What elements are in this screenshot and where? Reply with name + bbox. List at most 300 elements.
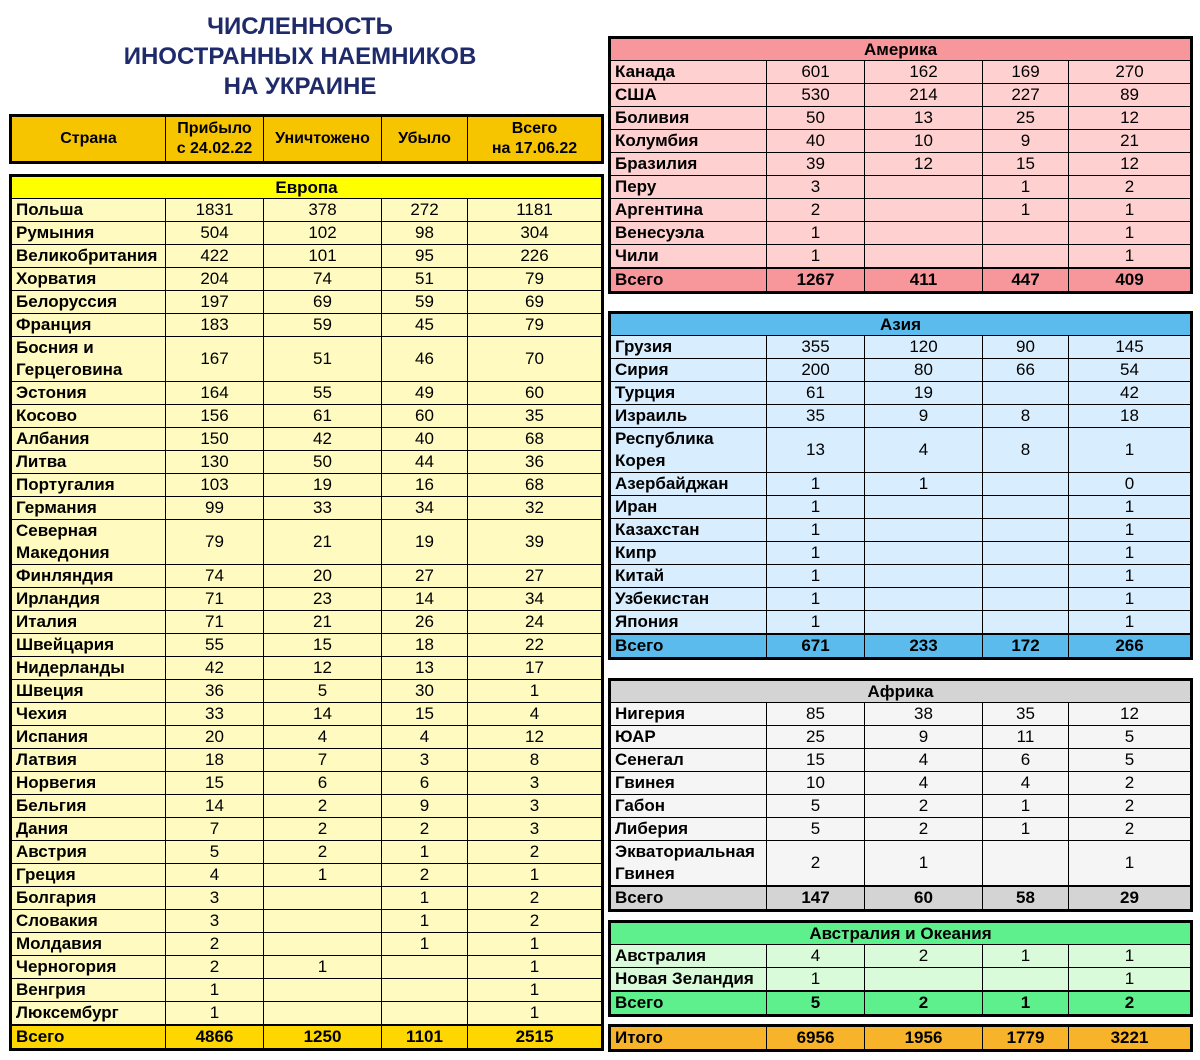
total-label: Всего <box>610 634 767 659</box>
cell-arrived: 200 <box>767 359 865 382</box>
country-name: Испания <box>11 726 166 749</box>
cell-destroyed <box>865 245 983 269</box>
cell-left: 1 <box>983 199 1069 222</box>
cell-destroyed: 214 <box>865 84 983 107</box>
cell-left: 8 <box>983 405 1069 428</box>
cell-destroyed: 6 <box>264 772 382 795</box>
total-left: 447 <box>983 268 1069 293</box>
cell-destroyed: 80 <box>865 359 983 382</box>
cell-left: 1 <box>983 945 1069 968</box>
cell-arrived: 530 <box>767 84 865 107</box>
cell-total: 1 <box>1069 199 1192 222</box>
column-header-table <box>9 114 604 164</box>
cell-destroyed <box>865 519 983 542</box>
country-name: Греция <box>11 864 166 887</box>
total-total: 2 <box>1069 991 1192 1016</box>
cell-total: 8 <box>468 749 603 772</box>
cell-arrived: 601 <box>767 61 865 84</box>
country-name: Чехия <box>11 703 166 726</box>
oceania-table <box>608 920 1193 1017</box>
cell-destroyed: 2 <box>865 945 983 968</box>
oceania-section-name: Австралия и Океания <box>610 922 1192 945</box>
cell-total: 2 <box>468 841 603 864</box>
table-row <box>610 841 1192 887</box>
table-row <box>11 405 603 428</box>
cell-left: 6 <box>382 772 468 795</box>
table-row <box>610 611 1192 635</box>
asia-header-row <box>610 313 1192 336</box>
table-row <box>11 634 603 657</box>
country-name: Австралия <box>610 945 767 968</box>
cell-arrived: 2 <box>166 933 264 956</box>
cell-arrived: 4 <box>767 945 865 968</box>
table-row <box>11 451 603 474</box>
country-name: Канада <box>610 61 767 84</box>
table-row <box>610 588 1192 611</box>
total-left: 172 <box>983 634 1069 659</box>
cell-total: 2 <box>1069 772 1192 795</box>
country-name: Габон <box>610 795 767 818</box>
table-row <box>610 749 1192 772</box>
table-row <box>11 611 603 634</box>
country-name: ЮАР <box>610 726 767 749</box>
cell-destroyed: 14 <box>264 703 382 726</box>
cell-arrived: 156 <box>166 405 264 428</box>
cell-left: 9 <box>382 795 468 818</box>
table-row <box>610 795 1192 818</box>
cell-destroyed: 23 <box>264 588 382 611</box>
table-row <box>11 956 603 979</box>
country-name: Бельгия <box>11 795 166 818</box>
country-name: Эстония <box>11 382 166 405</box>
cell-total: 5 <box>1069 749 1192 772</box>
grand-total-total: 3221 <box>1069 1026 1192 1051</box>
cell-destroyed: 19 <box>264 474 382 497</box>
cell-left <box>983 611 1069 635</box>
cell-total: 2 <box>468 910 603 933</box>
cell-destroyed <box>865 222 983 245</box>
europe-table <box>9 174 604 1051</box>
cell-destroyed: 55 <box>264 382 382 405</box>
cell-left: 1 <box>983 176 1069 199</box>
country-name: США <box>610 84 767 107</box>
cell-arrived: 71 <box>166 588 264 611</box>
country-name: Польша <box>11 199 166 222</box>
cell-destroyed: 12 <box>264 657 382 680</box>
country-name: Венесуэла <box>610 222 767 245</box>
cell-total: 1 <box>468 979 603 1002</box>
country-name: Латвия <box>11 749 166 772</box>
country-name: Чили <box>610 245 767 269</box>
cell-arrived: 42 <box>166 657 264 680</box>
country-name: Сирия <box>610 359 767 382</box>
cell-destroyed: 5 <box>264 680 382 703</box>
cell-total: 42 <box>1069 382 1192 405</box>
country-name: Франция <box>11 314 166 337</box>
cell-left: 8 <box>983 428 1069 473</box>
cell-total: 4 <box>468 703 603 726</box>
cell-destroyed: 9 <box>865 726 983 749</box>
cell-arrived: 422 <box>166 245 264 268</box>
title-line-2: ИНОСТРАННЫХ НАЕМНИКОВ <box>123 43 477 70</box>
table-row <box>610 542 1192 565</box>
total-arrived: 147 <box>767 886 865 911</box>
cell-total: 1 <box>1069 245 1192 269</box>
country-name: Аргентина <box>610 199 767 222</box>
country-name: Нигерия <box>610 703 767 726</box>
cell-total: 3 <box>468 818 603 841</box>
cell-arrived: 2 <box>767 841 865 887</box>
cell-total: 1 <box>468 933 603 956</box>
cell-arrived: 15 <box>767 749 865 772</box>
grand-total-left: 1779 <box>983 1026 1069 1051</box>
cell-total: 12 <box>468 726 603 749</box>
cell-arrived: 1 <box>767 588 865 611</box>
cell-arrived: 1 <box>767 542 865 565</box>
cell-left <box>983 968 1069 992</box>
country-name: Хорватия <box>11 268 166 291</box>
country-name: Словакия <box>11 910 166 933</box>
table-row <box>11 565 603 588</box>
cell-destroyed: 2 <box>865 818 983 841</box>
cell-left: 25 <box>983 107 1069 130</box>
country-name: Боливия <box>610 107 767 130</box>
total-destroyed: 2 <box>865 991 983 1016</box>
grand-total-arrived: 6956 <box>767 1026 865 1051</box>
table-row <box>610 703 1192 726</box>
cell-total: 79 <box>468 314 603 337</box>
total-label: Всего <box>610 886 767 911</box>
cell-destroyed: 101 <box>264 245 382 268</box>
country-name: Норвегия <box>11 772 166 795</box>
europe-total-row <box>11 1025 603 1050</box>
table-row <box>11 314 603 337</box>
cell-arrived: 25 <box>767 726 865 749</box>
country-name: Новая Зеландия <box>610 968 767 992</box>
total-total: 266 <box>1069 634 1192 659</box>
total-label: Всего <box>610 991 767 1016</box>
cell-total: 54 <box>1069 359 1192 382</box>
col-total <box>468 116 603 163</box>
country-name: Казахстан <box>610 519 767 542</box>
cell-left: 98 <box>382 222 468 245</box>
cell-total: 2 <box>1069 176 1192 199</box>
country-name: Либерия <box>610 818 767 841</box>
country-name: Германия <box>11 497 166 520</box>
table-row <box>610 519 1192 542</box>
cell-total: 1 <box>468 680 603 703</box>
cell-total: 304 <box>468 222 603 245</box>
country-name: Северная Македония <box>11 520 166 565</box>
cell-arrived: 1 <box>767 222 865 245</box>
cell-destroyed <box>264 1002 382 1026</box>
table-row <box>11 703 603 726</box>
table-row <box>11 841 603 864</box>
cell-total: 34 <box>468 588 603 611</box>
table-row <box>11 245 603 268</box>
cell-left: 11 <box>983 726 1069 749</box>
cell-total: 17 <box>468 657 603 680</box>
cell-arrived: 167 <box>166 337 264 382</box>
cell-destroyed <box>865 176 983 199</box>
table-row <box>610 473 1192 496</box>
table-row <box>11 382 603 405</box>
cell-destroyed <box>264 933 382 956</box>
table-row <box>11 910 603 933</box>
table-row <box>11 726 603 749</box>
col-country: Страна <box>11 116 166 163</box>
cell-total: 1 <box>1069 841 1192 887</box>
cell-arrived: 204 <box>166 268 264 291</box>
cell-total: 3 <box>468 795 603 818</box>
cell-total: 27 <box>468 565 603 588</box>
cell-arrived: 1831 <box>166 199 264 222</box>
country-name: Грузия <box>610 336 767 359</box>
cell-destroyed <box>865 496 983 519</box>
table-row <box>610 772 1192 795</box>
country-name: Италия <box>11 611 166 634</box>
country-name: Китай <box>610 565 767 588</box>
cell-total: 1 <box>1069 968 1192 992</box>
col-arrived-line1: Прибыло <box>177 120 252 137</box>
cell-left: 66 <box>983 359 1069 382</box>
cell-total: 22 <box>468 634 603 657</box>
cell-total: 36 <box>468 451 603 474</box>
cell-arrived: 71 <box>166 611 264 634</box>
country-name: Белоруссия <box>11 291 166 314</box>
table-row <box>610 565 1192 588</box>
country-name: Косово <box>11 405 166 428</box>
table-row <box>610 199 1192 222</box>
title-line-3: НА УКРАИНЕ <box>223 73 377 100</box>
cell-arrived: 99 <box>166 497 264 520</box>
table-row <box>11 887 603 910</box>
cell-arrived: 61 <box>767 382 865 405</box>
cell-destroyed: 10 <box>865 130 983 153</box>
cell-total: 68 <box>468 428 603 451</box>
cell-total: 2 <box>1069 818 1192 841</box>
asia-total-row <box>610 634 1192 659</box>
table-row <box>610 405 1192 428</box>
country-name: Турция <box>610 382 767 405</box>
table-row <box>11 268 603 291</box>
cell-left: 227 <box>983 84 1069 107</box>
country-name: Швейцария <box>11 634 166 657</box>
total-left: 1 <box>983 991 1069 1016</box>
table-row <box>11 979 603 1002</box>
cell-left <box>382 1002 468 1026</box>
cell-destroyed: 1 <box>264 864 382 887</box>
cell-arrived: 1 <box>767 245 865 269</box>
africa-table <box>608 678 1193 912</box>
table-row <box>610 968 1192 992</box>
cell-destroyed: 2 <box>264 841 382 864</box>
country-name: Австрия <box>11 841 166 864</box>
africa-section-name: Африка <box>610 680 1192 703</box>
cell-total: 79 <box>468 268 603 291</box>
total-label: Всего <box>11 1025 166 1050</box>
cell-left: 4 <box>983 772 1069 795</box>
cell-left: 9 <box>983 130 1069 153</box>
cell-destroyed: 2 <box>865 795 983 818</box>
table-row <box>11 199 603 222</box>
table-row <box>610 84 1192 107</box>
cell-left: 6 <box>983 749 1069 772</box>
cell-left: 45 <box>382 314 468 337</box>
country-name: Черногория <box>11 956 166 979</box>
cell-destroyed: 162 <box>865 61 983 84</box>
cell-total: 145 <box>1069 336 1192 359</box>
cell-total: 35 <box>468 405 603 428</box>
america-header-row <box>610 38 1192 61</box>
cell-left: 19 <box>382 520 468 565</box>
cell-arrived: 183 <box>166 314 264 337</box>
cell-total: 12 <box>1069 107 1192 130</box>
cell-destroyed: 102 <box>264 222 382 245</box>
cell-arrived: 1 <box>767 565 865 588</box>
cell-total: 226 <box>468 245 603 268</box>
cell-total: 0 <box>1069 473 1192 496</box>
cell-destroyed: 4 <box>264 726 382 749</box>
cell-total: 2 <box>468 887 603 910</box>
asia-table <box>608 311 1193 660</box>
cell-arrived: 85 <box>767 703 865 726</box>
cell-left <box>983 565 1069 588</box>
cell-total: 1 <box>468 864 603 887</box>
country-name: Республика Корея <box>610 428 767 473</box>
cell-arrived: 1 <box>767 968 865 992</box>
cell-arrived: 130 <box>166 451 264 474</box>
country-name: Ирландия <box>11 588 166 611</box>
cell-left: 4 <box>382 726 468 749</box>
europe-section-name: Европа <box>11 176 603 199</box>
table-row <box>11 428 603 451</box>
cell-destroyed <box>865 565 983 588</box>
total-total: 409 <box>1069 268 1192 293</box>
cell-arrived: 79 <box>166 520 264 565</box>
cell-arrived: 74 <box>166 565 264 588</box>
cell-destroyed: 21 <box>264 611 382 634</box>
table-row <box>11 864 603 887</box>
oceania-total-row <box>610 991 1192 1016</box>
cell-destroyed: 4 <box>865 772 983 795</box>
cell-total: 1 <box>1069 496 1192 519</box>
cell-total: 21 <box>1069 130 1192 153</box>
cell-destroyed: 69 <box>264 291 382 314</box>
cell-arrived: 1 <box>767 611 865 635</box>
table-row <box>11 337 603 382</box>
table-row <box>11 749 603 772</box>
country-name: Молдавия <box>11 933 166 956</box>
cell-destroyed: 21 <box>264 520 382 565</box>
cell-destroyed: 1 <box>865 841 983 887</box>
cell-arrived: 197 <box>166 291 264 314</box>
cell-left: 1 <box>382 887 468 910</box>
table-row <box>610 130 1192 153</box>
country-name: Израиль <box>610 405 767 428</box>
cell-arrived: 1 <box>166 1002 264 1026</box>
cell-total: 270 <box>1069 61 1192 84</box>
cell-left: 40 <box>382 428 468 451</box>
country-name: Колумбия <box>610 130 767 153</box>
cell-left: 2 <box>382 864 468 887</box>
cell-arrived: 20 <box>166 726 264 749</box>
cell-destroyed: 61 <box>264 405 382 428</box>
cell-destroyed: 12 <box>865 153 983 176</box>
cell-total: 60 <box>468 382 603 405</box>
cell-destroyed: 4 <box>865 428 983 473</box>
table-row <box>610 245 1192 269</box>
cell-left: 14 <box>382 588 468 611</box>
table-row <box>610 945 1192 968</box>
cell-destroyed <box>865 542 983 565</box>
table-row <box>11 222 603 245</box>
table-row <box>610 818 1192 841</box>
cell-left: 90 <box>983 336 1069 359</box>
cell-total: 3 <box>468 772 603 795</box>
cell-total: 1 <box>1069 565 1192 588</box>
total-arrived: 671 <box>767 634 865 659</box>
country-name: Нидерланды <box>11 657 166 680</box>
cell-left <box>983 841 1069 887</box>
country-name: Узбекистан <box>610 588 767 611</box>
table-row <box>11 772 603 795</box>
cell-left: 49 <box>382 382 468 405</box>
cell-total: 1 <box>1069 542 1192 565</box>
cell-destroyed: 2 <box>264 795 382 818</box>
country-name: Дания <box>11 818 166 841</box>
cell-left: 1 <box>382 841 468 864</box>
table-row <box>610 382 1192 405</box>
cell-destroyed <box>865 588 983 611</box>
col-total-line2: на 17.06.22 <box>491 140 578 157</box>
cell-arrived: 7 <box>166 818 264 841</box>
col-destroyed: Уничтожено <box>264 116 382 163</box>
cell-destroyed <box>264 910 382 933</box>
country-name: Литва <box>11 451 166 474</box>
cell-left <box>983 382 1069 405</box>
america-table <box>608 36 1193 294</box>
total-destroyed: 233 <box>865 634 983 659</box>
cell-total: 68 <box>468 474 603 497</box>
cell-arrived: 15 <box>166 772 264 795</box>
cell-total: 24 <box>468 611 603 634</box>
cell-arrived: 18 <box>166 749 264 772</box>
table-row <box>11 680 603 703</box>
country-name: Венгрия <box>11 979 166 1002</box>
cell-arrived: 3 <box>166 887 264 910</box>
cell-left: 2 <box>382 818 468 841</box>
cell-left: 95 <box>382 245 468 268</box>
country-name: Гвинея <box>610 772 767 795</box>
cell-arrived: 36 <box>166 680 264 703</box>
country-name: Япония <box>610 611 767 635</box>
cell-arrived: 5 <box>767 795 865 818</box>
cell-left <box>983 473 1069 496</box>
country-name: Португалия <box>11 474 166 497</box>
country-name: Сенегал <box>610 749 767 772</box>
table-row <box>610 61 1192 84</box>
cell-left: 46 <box>382 337 468 382</box>
cell-total: 18 <box>1069 405 1192 428</box>
cell-total: 89 <box>1069 84 1192 107</box>
cell-arrived: 355 <box>767 336 865 359</box>
cell-destroyed <box>264 887 382 910</box>
country-name: Люксембург <box>11 1002 166 1026</box>
table-row <box>11 818 603 841</box>
cell-destroyed: 4 <box>865 749 983 772</box>
cell-left: 1 <box>983 795 1069 818</box>
